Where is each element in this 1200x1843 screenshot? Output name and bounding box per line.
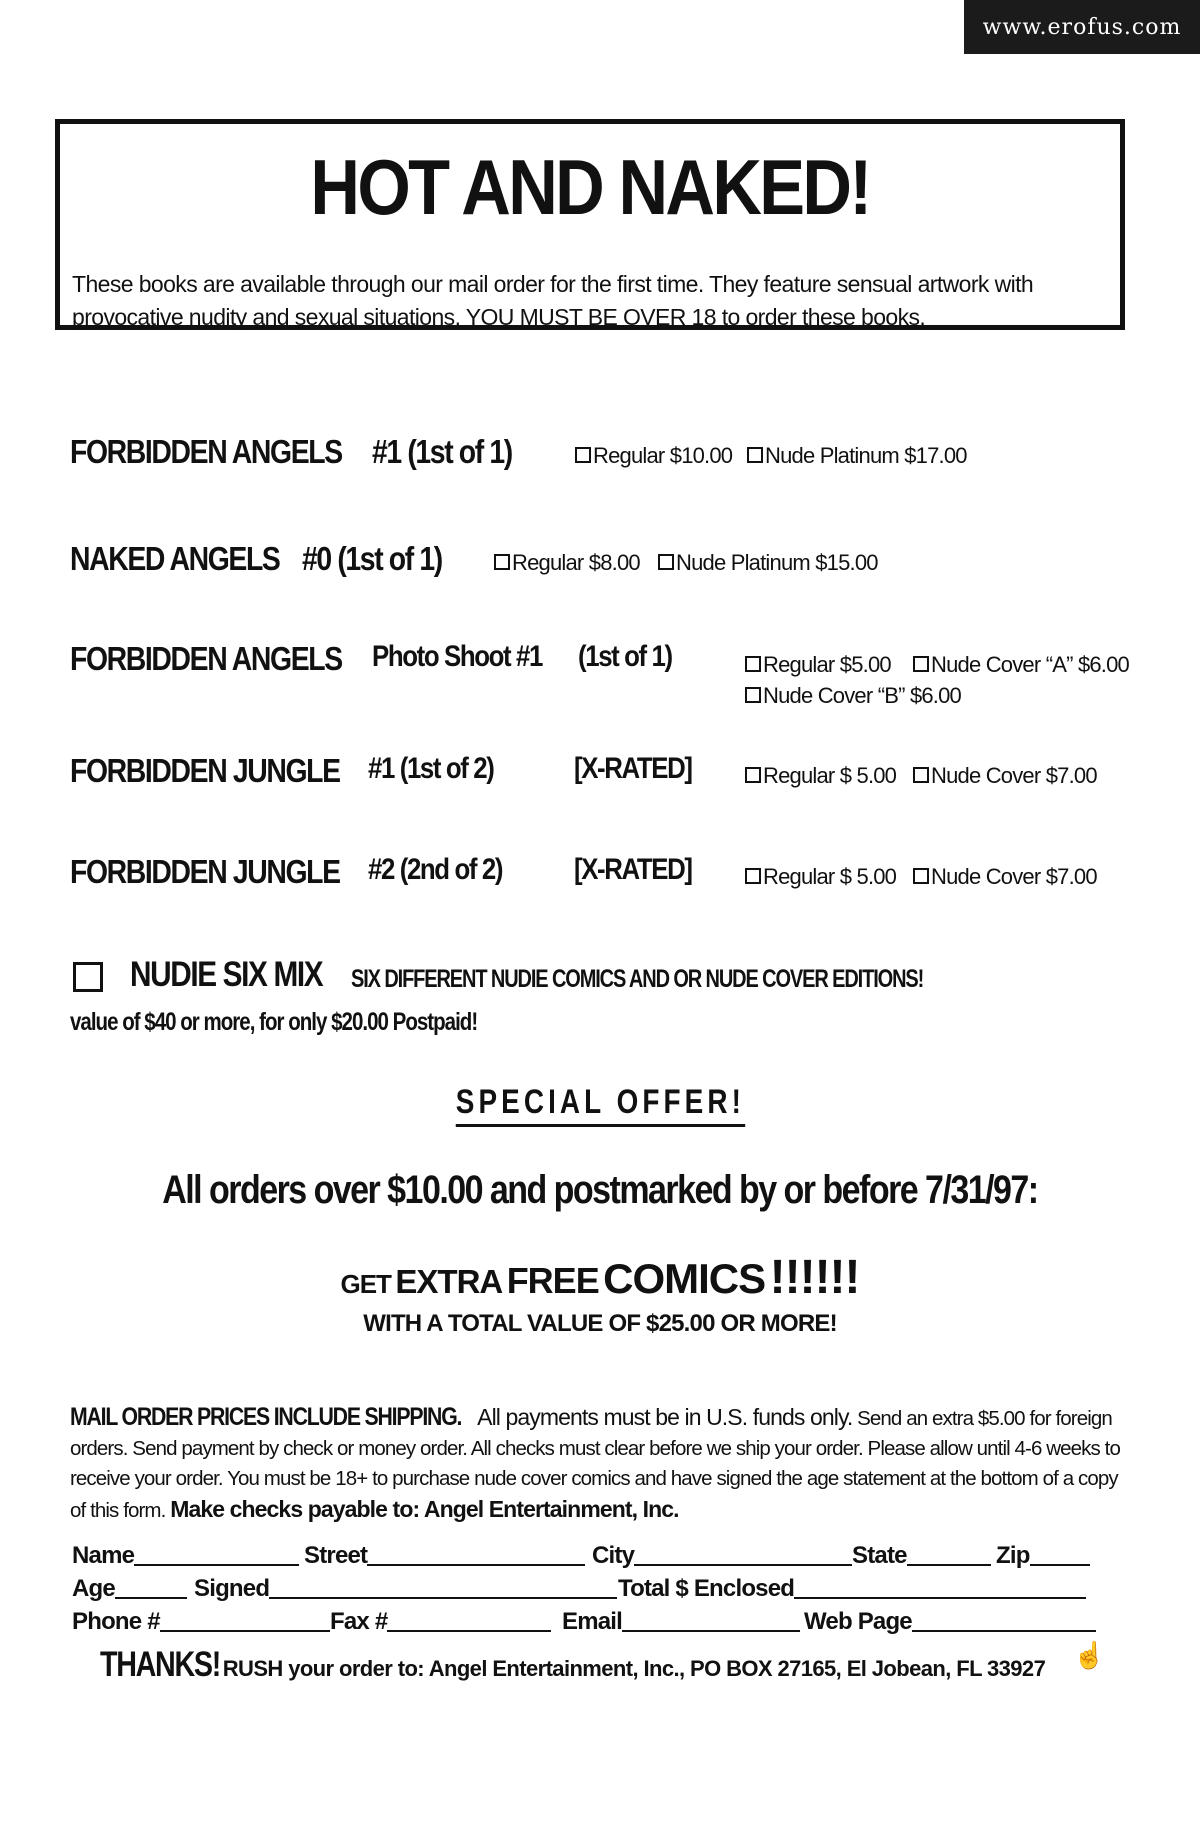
checkbox-icon[interactable] — [745, 767, 761, 783]
policy-lead: MAIL ORDER PRICES INCLUDE SHIPPING. — [70, 1403, 462, 1431]
book-title: FORBIDDEN JUNGLE — [70, 853, 340, 890]
form-line — [72, 1575, 1132, 1608]
fax-field[interactable]: Fax # — [330, 1608, 551, 1636]
offer-value-line: WITH A TOTAL VALUE OF $25.00 OR MORE! — [363, 1310, 837, 1337]
option-checkbox[interactable]: Nude Cover “B” $6.00 — [745, 683, 961, 709]
checkbox-icon[interactable] — [913, 868, 929, 884]
watermark: www.erofus.com — [964, 0, 1200, 54]
rating-badge: [X-RATED] — [574, 752, 692, 785]
policy-funds: All payments must be in U.S. funds only. — [477, 1404, 853, 1430]
nudie-six-description: SIX DIFFERENT NUDIE COMICS AND OR NUDE COVER EDITIONS! — [351, 965, 924, 993]
checkbox-icon[interactable] — [745, 656, 761, 672]
book-issue: #1 (1st of 2) — [368, 752, 494, 785]
checkbox-icon[interactable] — [575, 447, 591, 463]
special-offer-heading: SPECIAL OFFER! — [0, 1083, 1200, 1127]
web-page-field[interactable]: Web Page — [804, 1608, 1096, 1636]
book-issue: Photo Shoot #1 — [372, 640, 542, 673]
extra-free-comics: GET EXTRA FREE COMICS !!!!!! — [340, 1251, 860, 1304]
footer-line — [100, 1645, 1045, 1685]
book-part: (1st of 1) — [578, 640, 672, 673]
book-title: FORBIDDEN JUNGLE — [70, 752, 340, 789]
checkbox-icon[interactable] — [913, 767, 929, 783]
hero-title: HOT AND NAKED! — [310, 143, 870, 231]
nudie-six-value: value of $40 or more, for only $20.00 Postpaid! — [70, 1008, 478, 1036]
total-enclosed-field[interactable]: Total $ Enclosed — [618, 1575, 1086, 1603]
street-field[interactable]: Street — [304, 1542, 585, 1570]
option-checkbox[interactable]: Regular $ 5.00 — [745, 763, 896, 789]
option-checkbox[interactable]: Nude Cover $7.00 — [913, 864, 1097, 890]
age-field[interactable]: Age — [72, 1575, 187, 1603]
checkbox-icon[interactable] — [745, 868, 761, 884]
checkbox-icon[interactable] — [658, 554, 674, 570]
book-title: FORBIDDEN ANGELS — [70, 640, 342, 677]
checkbox-icon[interactable] — [913, 656, 929, 672]
email-field[interactable]: Email — [562, 1608, 800, 1636]
form-line — [72, 1608, 1132, 1641]
option-checkbox[interactable]: Regular $ 5.00 — [745, 864, 896, 890]
book-issue: #2 (2nd of 2) — [368, 853, 503, 886]
book-row — [70, 433, 1130, 473]
phone-field[interactable]: Phone # — [72, 1608, 330, 1636]
offer-deadline: All orders over $10.00 and postmarked by or before 7/31/97: — [162, 1168, 1038, 1212]
thanks-text: THANKS! — [100, 1645, 220, 1684]
rush-address: RUSH your order to: Angel Entertainment, Inc., PO BOX 27165, El Jobean, FL 33927 — [222, 1656, 1046, 1681]
book-title: FORBIDDEN ANGELS — [70, 433, 342, 470]
hero-box — [55, 119, 1125, 330]
option-checkbox[interactable]: Regular $8.00 — [494, 550, 640, 576]
book-row — [70, 540, 1130, 580]
checkbox-icon[interactable] — [745, 687, 761, 703]
hero-body: These books are available through our mail order for the first time. They feature sensual artwork with provocative nudity and sexual situations. YOU MUST BE OVER 18 to order these books. — [72, 271, 1034, 330]
option-checkbox[interactable]: Regular $5.00 — [745, 652, 891, 678]
option-checkbox[interactable]: Nude Cover “A” $6.00 — [913, 652, 1129, 678]
form-line — [72, 1542, 1132, 1575]
thumbs-up-icon: ☝ — [1073, 1640, 1106, 1670]
book-row — [70, 752, 1130, 792]
signed-field[interactable]: Signed — [194, 1575, 617, 1603]
rating-badge: [X-RATED] — [574, 853, 692, 886]
mail-order-policy — [70, 1402, 1130, 1526]
city-field[interactable]: City — [592, 1542, 852, 1570]
zip-field[interactable]: Zip — [996, 1542, 1090, 1570]
nudie-six-checkbox[interactable] — [73, 962, 103, 992]
book-title: NAKED ANGELS — [70, 540, 280, 577]
option-checkbox[interactable]: Regular $10.00 — [575, 443, 732, 469]
book-issue: #1 (1st of 1) — [372, 433, 512, 470]
book-issue: #0 (1st of 1) — [302, 540, 442, 577]
book-row — [70, 640, 1130, 708]
option-checkbox[interactable]: Nude Cover $7.00 — [913, 763, 1097, 789]
book-row — [70, 853, 1130, 893]
policy-body: Send an extra $5.00 for foreign orders. Send payment by check or money order. All checks must clear before we ship your order. Please allow until 4-6 weeks to receive your order. You must be 18+ to purchase nude cover comics and have signed the age statement at the bottom of a copy of this form. — [70, 1407, 1120, 1522]
order-form — [72, 1542, 1132, 1641]
option-checkbox[interactable]: Nude Platinum $15.00 — [658, 550, 878, 576]
checkbox-icon[interactable] — [494, 554, 510, 570]
policy-payable: Make checks payable to: Angel Entertainment, Inc. — [170, 1496, 679, 1522]
option-checkbox[interactable]: Nude Platinum $17.00 — [747, 443, 967, 469]
checkbox-icon[interactable] — [747, 447, 763, 463]
state-field[interactable]: State — [852, 1542, 991, 1570]
name-field[interactable]: Name — [72, 1542, 299, 1570]
nudie-six-title: NUDIE SIX MIX — [130, 955, 323, 994]
